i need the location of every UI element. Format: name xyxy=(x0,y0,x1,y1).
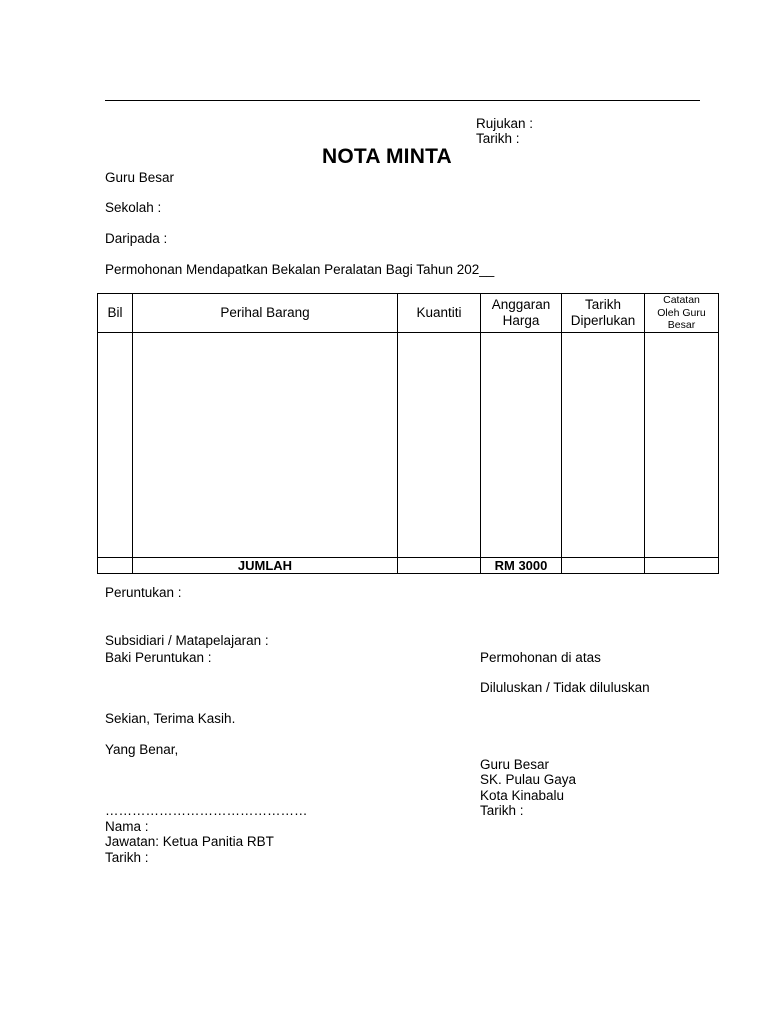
col-catatan: Catatan Oleh Guru Besar xyxy=(645,294,719,333)
document-title: NOTA MINTA xyxy=(322,145,452,168)
cell-tarikh xyxy=(562,332,645,557)
approver-tarikh: Tarikh : xyxy=(480,803,524,818)
approver-title: Guru Besar xyxy=(480,757,550,772)
subsidiari-field: Subsidiari / Matapelajaran : xyxy=(105,633,269,648)
approver-city: Kota Kinabalu xyxy=(480,788,565,803)
baki-peruntukan-field: Baki Peruntukan : xyxy=(105,650,212,665)
peruntukan-field: Peruntukan : xyxy=(105,585,182,600)
col-perihal-barang: Perihal Barang xyxy=(133,294,398,333)
col-tarikh-diperlukan: Tarikh Diperlukan xyxy=(562,294,645,333)
col-kuantiti: Kuantiti xyxy=(398,294,481,333)
approval-line-1: Permohonan di atas xyxy=(480,650,601,665)
approval-line-2: Diluluskan / Tidak diluluskan xyxy=(480,680,650,695)
top-rule xyxy=(105,100,700,101)
nama-field: Nama : xyxy=(105,819,149,834)
cell-bil xyxy=(98,332,133,557)
jawatan-field: Jawatan: Ketua Panitia RBT xyxy=(105,834,274,849)
approver-school: SK. Pulau Gaya xyxy=(480,772,577,787)
table-header-row xyxy=(98,294,719,333)
signature-line: ……………………………………… xyxy=(105,803,308,818)
total-label: JUMLAH xyxy=(133,557,398,573)
request-table xyxy=(97,293,719,574)
yang-benar: Yang Benar, xyxy=(105,742,179,757)
col-bil: Bil xyxy=(98,294,133,333)
subject-line: Permohonan Mendapatkan Bekalan Peralatan Bagi Tahun 202__ xyxy=(105,262,495,277)
cell-anggaran xyxy=(481,332,562,557)
rujukan-label: Rujukan : xyxy=(476,116,534,131)
total-row xyxy=(98,557,719,573)
cell-catatan xyxy=(645,332,719,557)
cell-kuantiti xyxy=(398,332,481,557)
total-value: RM 3000 xyxy=(481,557,562,573)
tarikh-label: Tarikh : xyxy=(476,131,520,146)
thanks-line: Sekian, Terima Kasih. xyxy=(105,711,236,726)
closing-tarikh-field: Tarikh : xyxy=(105,850,149,865)
recipient: Guru Besar xyxy=(105,170,175,185)
cell-perihal xyxy=(133,332,398,557)
col-anggaran-harga: Anggaran Harga xyxy=(481,294,562,333)
daripada-field: Daripada : xyxy=(105,231,168,246)
sekolah-field: Sekolah : xyxy=(105,200,162,215)
table-row xyxy=(98,332,719,557)
